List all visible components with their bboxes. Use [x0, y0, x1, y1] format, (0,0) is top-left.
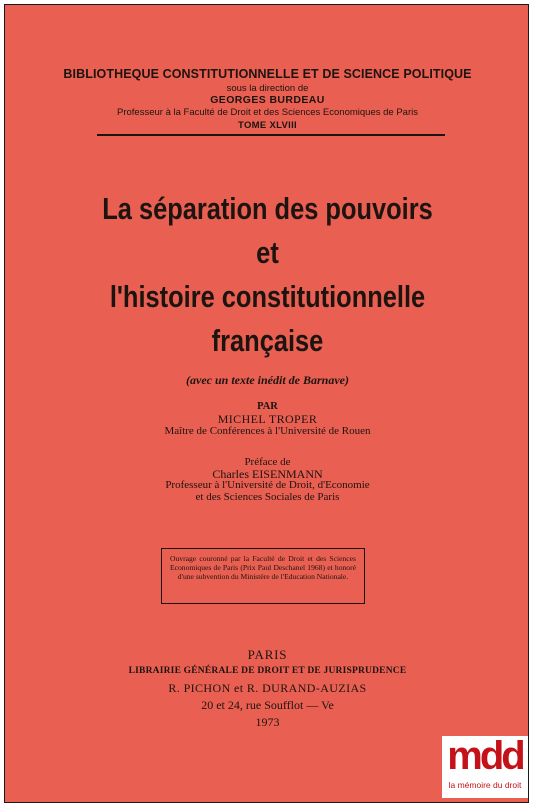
preface-block: [5, 457, 530, 503]
book-cover: [4, 4, 529, 803]
tome-number: TOME XLVIII: [238, 120, 297, 131]
award-box: [161, 548, 365, 604]
author-name: MICHEL TROPER: [217, 412, 318, 426]
series-header: [5, 67, 530, 131]
subtitle: (avec un texte inédit de Barnave): [186, 373, 349, 387]
mdd-logo: [442, 736, 528, 798]
author-by: PAR: [257, 401, 278, 412]
preface-role-1: Professeur à l'Université de Droit, d'Economie: [165, 479, 370, 491]
author-block: [5, 401, 530, 437]
title-line-4: française: [211, 323, 324, 358]
title-line-2: et: [256, 235, 279, 270]
preface-author: Charles EISENMANN: [212, 466, 323, 481]
header-divider: [97, 134, 445, 136]
series-direction: sous la direction de: [226, 83, 309, 94]
publication-year: 1973: [255, 715, 280, 729]
publisher-printers: R. PICHON et R. DURAND-AUZIAS: [168, 681, 367, 695]
publisher-house: LIBRAIRIE GÉNÉRALE DE DROIT ET DE JURISPRUDENCE: [128, 666, 407, 676]
series-editor: GEORGES BURDEAU: [210, 94, 325, 106]
publisher-city: PARIS: [247, 647, 288, 662]
preface-role-2: et des Sciences Sociales de Paris: [195, 490, 340, 503]
title-line-3: l'histoire constitutionnelle: [109, 279, 426, 314]
series-title: BIBLIOTHEQUE CONSTITUTIONNELLE ET DE SCIENCE POLITIQUE: [63, 67, 472, 81]
book-title: [52, 187, 483, 363]
logo-mark: mdd: [447, 734, 523, 778]
series-editor-role: Professeur à la Faculté de Droit et des Sciences Economiques de Paris: [117, 107, 418, 118]
preface-label: Préface de: [244, 456, 291, 468]
title-line-1: La séparation des pouvoirs: [102, 191, 433, 226]
award-text: Ouvrage couronné par la Faculté de Droit et des Sciences Economiques de Paris (Prix Paul Deschanel 1968) et honoré d'une subvention du Ministère de l'Education Nationale.: [170, 554, 356, 581]
author-role: Maître de Conférences à l'Université de Rouen: [164, 425, 371, 437]
publisher-address: 20 et 24, rue Soufflot — Ve: [201, 698, 334, 712]
publisher-block: [5, 646, 530, 731]
logo-tagline: la mémoire du droit: [448, 780, 522, 790]
